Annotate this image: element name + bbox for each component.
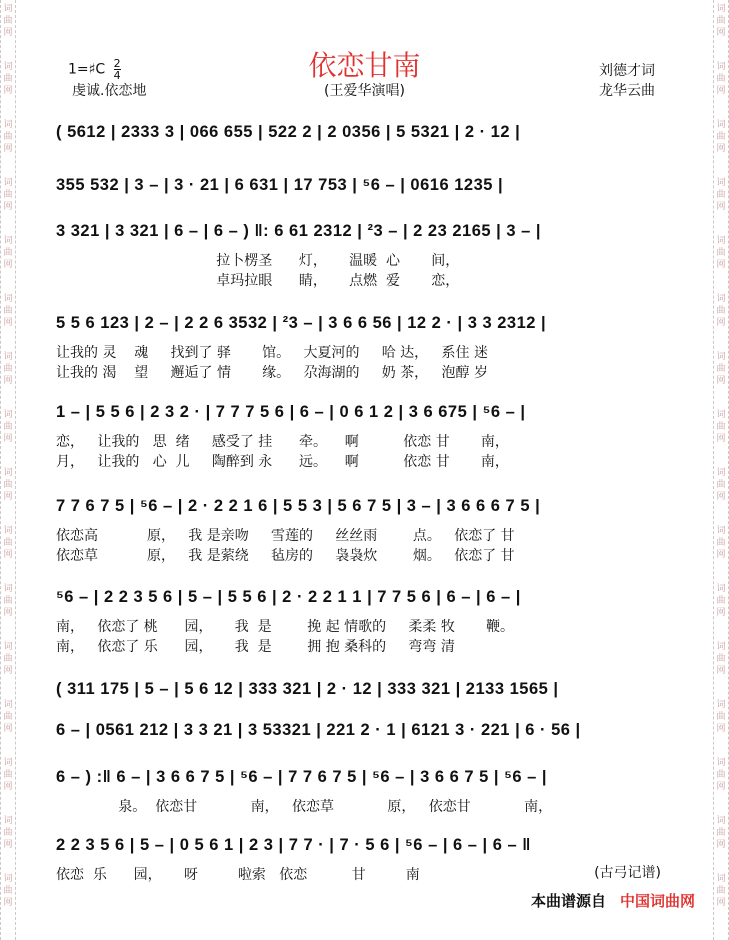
watermark-glyph: 曲 xyxy=(3,828,13,838)
lyric-line: 让我的 渴 望 邂逅了 情 缘。 尕海湖的 奶 茶， 泡醇 岁 xyxy=(56,365,488,381)
watermark-glyph: 曲 xyxy=(716,16,726,26)
watermark-glyph: 曲 xyxy=(3,16,13,26)
watermark-glyph: 网 xyxy=(3,666,13,676)
watermark-glyph: 网 xyxy=(716,492,726,502)
watermark-glyph: 曲 xyxy=(716,74,726,84)
watermark-glyph: 曲 xyxy=(716,190,726,200)
watermark-glyph: 词 xyxy=(3,700,13,710)
watermark-glyph: 网 xyxy=(716,782,726,792)
watermark-glyph: 词 xyxy=(3,816,13,826)
watermark-glyph: 词 xyxy=(716,120,726,130)
watermark-glyph: 词 xyxy=(3,62,13,72)
notation-line: 3 321 | 3 321 | 6 – | 6 – ) ‖: 6 61 2312 | ²3 – | 2 23 2165 | 3 – | xyxy=(56,222,541,240)
watermark-glyph: 网 xyxy=(3,898,13,908)
watermark-glyph: 网 xyxy=(716,840,726,850)
watermark-glyph: 网 xyxy=(716,144,726,154)
notation-line: 6 – | 0561 212 | 3 3 21 | 3 53321 | 221 2 · 1 | 6121 3 · 221 | 6 · 56 | xyxy=(56,721,581,739)
watermark-glyph: 词 xyxy=(716,874,726,884)
left-watermark-strip xyxy=(0,0,16,940)
lyric-line: 月， 让我的 心 儿 陶醉到 永 远。 啊 依恋 甘 南， xyxy=(56,454,509,470)
watermark-glyph: 词 xyxy=(716,468,726,478)
watermark-glyph: 曲 xyxy=(3,422,13,432)
notation-line: 355 532 | 3 – | 3 · 21 | 6 631 | 17 753 | ⁵6 – | 0616 1235 | xyxy=(56,176,504,194)
watermark-glyph: 网 xyxy=(716,260,726,270)
watermark-glyph: 网 xyxy=(716,898,726,908)
watermark-glyph: 曲 xyxy=(716,770,726,780)
notation-line: ( 311 175 | 5 – | 5 6 12 | 333 321 | 2 · 12 | 333 321 | 2133 1565 | xyxy=(56,680,559,698)
notation-line: ⁵6 – | 2 2 3 5 6 | 5 – | 5 5 6 | 2 · 2 2 1 1 | 7 7 5 6 | 6 – | 6 – | xyxy=(56,588,521,606)
watermark-glyph: 词 xyxy=(716,62,726,72)
watermark-glyph: 曲 xyxy=(716,654,726,664)
watermark-glyph: 网 xyxy=(3,724,13,734)
lyric-line: 依恋草 原， 我 是萦绕 毡房的 袅袅炊 烟。 依恋了 甘 xyxy=(56,548,515,564)
watermark-glyph: 曲 xyxy=(716,248,726,258)
watermark-glyph: 网 xyxy=(716,202,726,212)
watermark-glyph: 网 xyxy=(3,434,13,444)
watermark-glyph: 词 xyxy=(716,526,726,536)
watermark-glyph: 词 xyxy=(3,526,13,536)
watermark-glyph: 曲 xyxy=(3,74,13,84)
lyric-line: 泉。 依恋甘 南， 依恋草 原， 依恋甘 南， xyxy=(56,799,553,815)
watermark-glyph: 词 xyxy=(716,816,726,826)
watermark-glyph: 曲 xyxy=(716,422,726,432)
watermark-glyph: 网 xyxy=(716,86,726,96)
watermark-glyph: 曲 xyxy=(716,596,726,606)
watermark-glyph: 词 xyxy=(716,236,726,246)
watermark-glyph: 曲 xyxy=(716,828,726,838)
watermark-glyph: 网 xyxy=(716,724,726,734)
watermark-glyph: 曲 xyxy=(716,712,726,722)
notation-line: 7 7 6 7 5 | ⁵6 – | 2 · 2 2 1 6 | 5 5 3 | 5 6 7 5 | 3 – | 3 6 6 6 7 5 | xyxy=(56,497,541,515)
watermark-glyph: 网 xyxy=(3,28,13,38)
lyric-line: 南， 依恋了 乐 园， 我 是 拥 抱 桑科的 弯弯 清 xyxy=(56,639,455,655)
performer-subtitle: (王爱华演唱) xyxy=(324,83,405,99)
watermark-glyph: 网 xyxy=(716,608,726,618)
watermark-glyph: 网 xyxy=(3,202,13,212)
watermark-glyph: 曲 xyxy=(3,190,13,200)
performance-mood: 虔诚.依恋地 xyxy=(72,83,147,99)
watermark-glyph: 曲 xyxy=(716,886,726,896)
right-watermark-strip xyxy=(713,0,729,940)
source-label: 本曲谱源自 xyxy=(530,892,606,910)
watermark-glyph: 网 xyxy=(3,144,13,154)
notation-line: 2 2 3 5 6 | 5 – | 0 5 6 1 | 2 3 | 7 7 · | 7 · 5 6 | ⁵6 – | 6 – | 6 – ‖ xyxy=(56,836,531,854)
watermark-glyph: 网 xyxy=(3,550,13,560)
watermark-glyph: 词 xyxy=(3,642,13,652)
watermark-glyph: 曲 xyxy=(716,132,726,142)
watermark-glyph: 曲 xyxy=(3,712,13,722)
notation-line: 5 5 6 123 | 2 – | 2 2 6 3532 | ²3 – | 3 6 6 56 | 12 2 · | 3 3 2312 | xyxy=(56,314,547,332)
watermark-glyph: 网 xyxy=(3,608,13,618)
watermark-glyph: 网 xyxy=(716,666,726,676)
watermark-glyph: 曲 xyxy=(3,306,13,316)
watermark-glyph: 词 xyxy=(3,584,13,594)
watermark-glyph: 词 xyxy=(3,352,13,362)
lyric-line: 恋， 让我的 思 绪 感受了 挂 牵。 啊 依恋 甘 南， xyxy=(56,434,509,450)
watermark-glyph: 网 xyxy=(716,28,726,38)
watermark-glyph: 网 xyxy=(716,376,726,386)
watermark-glyph: 网 xyxy=(3,840,13,850)
watermark-glyph: 曲 xyxy=(3,886,13,896)
watermark-glyph: 曲 xyxy=(3,538,13,548)
source-site-link[interactable]: 中国词曲网 xyxy=(619,892,695,910)
watermark-glyph: 词 xyxy=(716,294,726,304)
song-title: 依恋甘南 xyxy=(308,49,421,82)
key-signature: 1=♯C $\frac{2}{4}$ xyxy=(68,57,121,82)
source-footer xyxy=(531,890,695,911)
composer: 龙华云曲 xyxy=(599,83,655,99)
watermark-glyph: 曲 xyxy=(716,364,726,374)
watermark-glyph: 曲 xyxy=(3,770,13,780)
watermark-glyph: 词 xyxy=(3,4,13,14)
watermark-glyph: 曲 xyxy=(3,132,13,142)
watermark-glyph: 曲 xyxy=(3,596,13,606)
watermark-glyph: 网 xyxy=(3,260,13,270)
watermark-glyph: 词 xyxy=(716,4,726,14)
notation-line: 6 – ) :‖ 6 – | 3 6 6 7 5 | ⁵6 – | 7 7 6 7 5 | ⁵6 – | 3 6 6 7 5 | ⁵6 – | xyxy=(56,768,547,786)
watermark-glyph: 网 xyxy=(3,376,13,386)
watermark-glyph: 词 xyxy=(3,758,13,768)
notation-line: ( 5612 | 2333 3 | 066 655 | 522 2 | 2 0356 | 5 5321 | 2 · 12 | xyxy=(56,123,521,141)
lyric-line: 南， 依恋了 桃 园， 我 是 挽 起 情歌的 柔柔 牧 鞭。 xyxy=(56,619,515,635)
watermark-glyph: 词 xyxy=(716,758,726,768)
watermark-glyph: 曲 xyxy=(716,538,726,548)
lyric-line: 依恋高 原， 我 是亲吻 雪莲的 丝丝雨 点。 依恋了 甘 xyxy=(56,528,515,544)
watermark-glyph: 词 xyxy=(3,294,13,304)
watermark-glyph: 词 xyxy=(3,874,13,884)
watermark-glyph: 词 xyxy=(3,120,13,130)
watermark-glyph: 词 xyxy=(3,178,13,188)
watermark-glyph: 曲 xyxy=(3,654,13,664)
lyric-line: 拉卜楞圣 灯， 温暖 心 间， xyxy=(56,253,460,269)
watermark-glyph: 网 xyxy=(716,318,726,328)
lyric-line: 让我的 灵 魂 找到了 驿 馆。 大夏河的 哈 达， 系住 迷 xyxy=(56,345,488,361)
lyric-line: 依恋 乐 园， 呀 啦索 依恋 甘 南 xyxy=(56,867,420,883)
watermark-glyph: 网 xyxy=(716,434,726,444)
watermark-glyph: 词 xyxy=(716,352,726,362)
lyric-line: 卓玛拉眼 睛， 点燃 爱 恋， xyxy=(56,273,460,289)
watermark-glyph: 词 xyxy=(3,468,13,478)
notation-line: 1 – | 5 5 6 | 2 3 2 · | 7 7 7 5 6 | 6 – | 0 6 1 2 | 3 6 675 | ⁵6 – | xyxy=(56,403,526,421)
watermark-glyph: 网 xyxy=(3,782,13,792)
watermark-glyph: 曲 xyxy=(3,248,13,258)
watermark-glyph: 曲 xyxy=(3,480,13,490)
watermark-glyph: 曲 xyxy=(716,480,726,490)
watermark-glyph: 网 xyxy=(716,550,726,560)
watermark-glyph: 曲 xyxy=(716,306,726,316)
transcriber-credit: (古弓记谱) xyxy=(594,865,661,881)
watermark-glyph: 网 xyxy=(3,86,13,96)
watermark-glyph: 词 xyxy=(716,642,726,652)
watermark-glyph: 网 xyxy=(3,318,13,328)
lyricist: 刘德才词 xyxy=(599,63,655,79)
watermark-glyph: 词 xyxy=(716,178,726,188)
watermark-glyph: 词 xyxy=(716,700,726,710)
watermark-glyph: 词 xyxy=(3,236,13,246)
watermark-glyph: 词 xyxy=(716,584,726,594)
watermark-glyph: 曲 xyxy=(3,364,13,374)
time-signature: $\frac{2}{4}$ xyxy=(113,57,121,82)
watermark-glyph: 词 xyxy=(716,410,726,420)
watermark-glyph: 词 xyxy=(3,410,13,420)
watermark-glyph: 网 xyxy=(3,492,13,502)
